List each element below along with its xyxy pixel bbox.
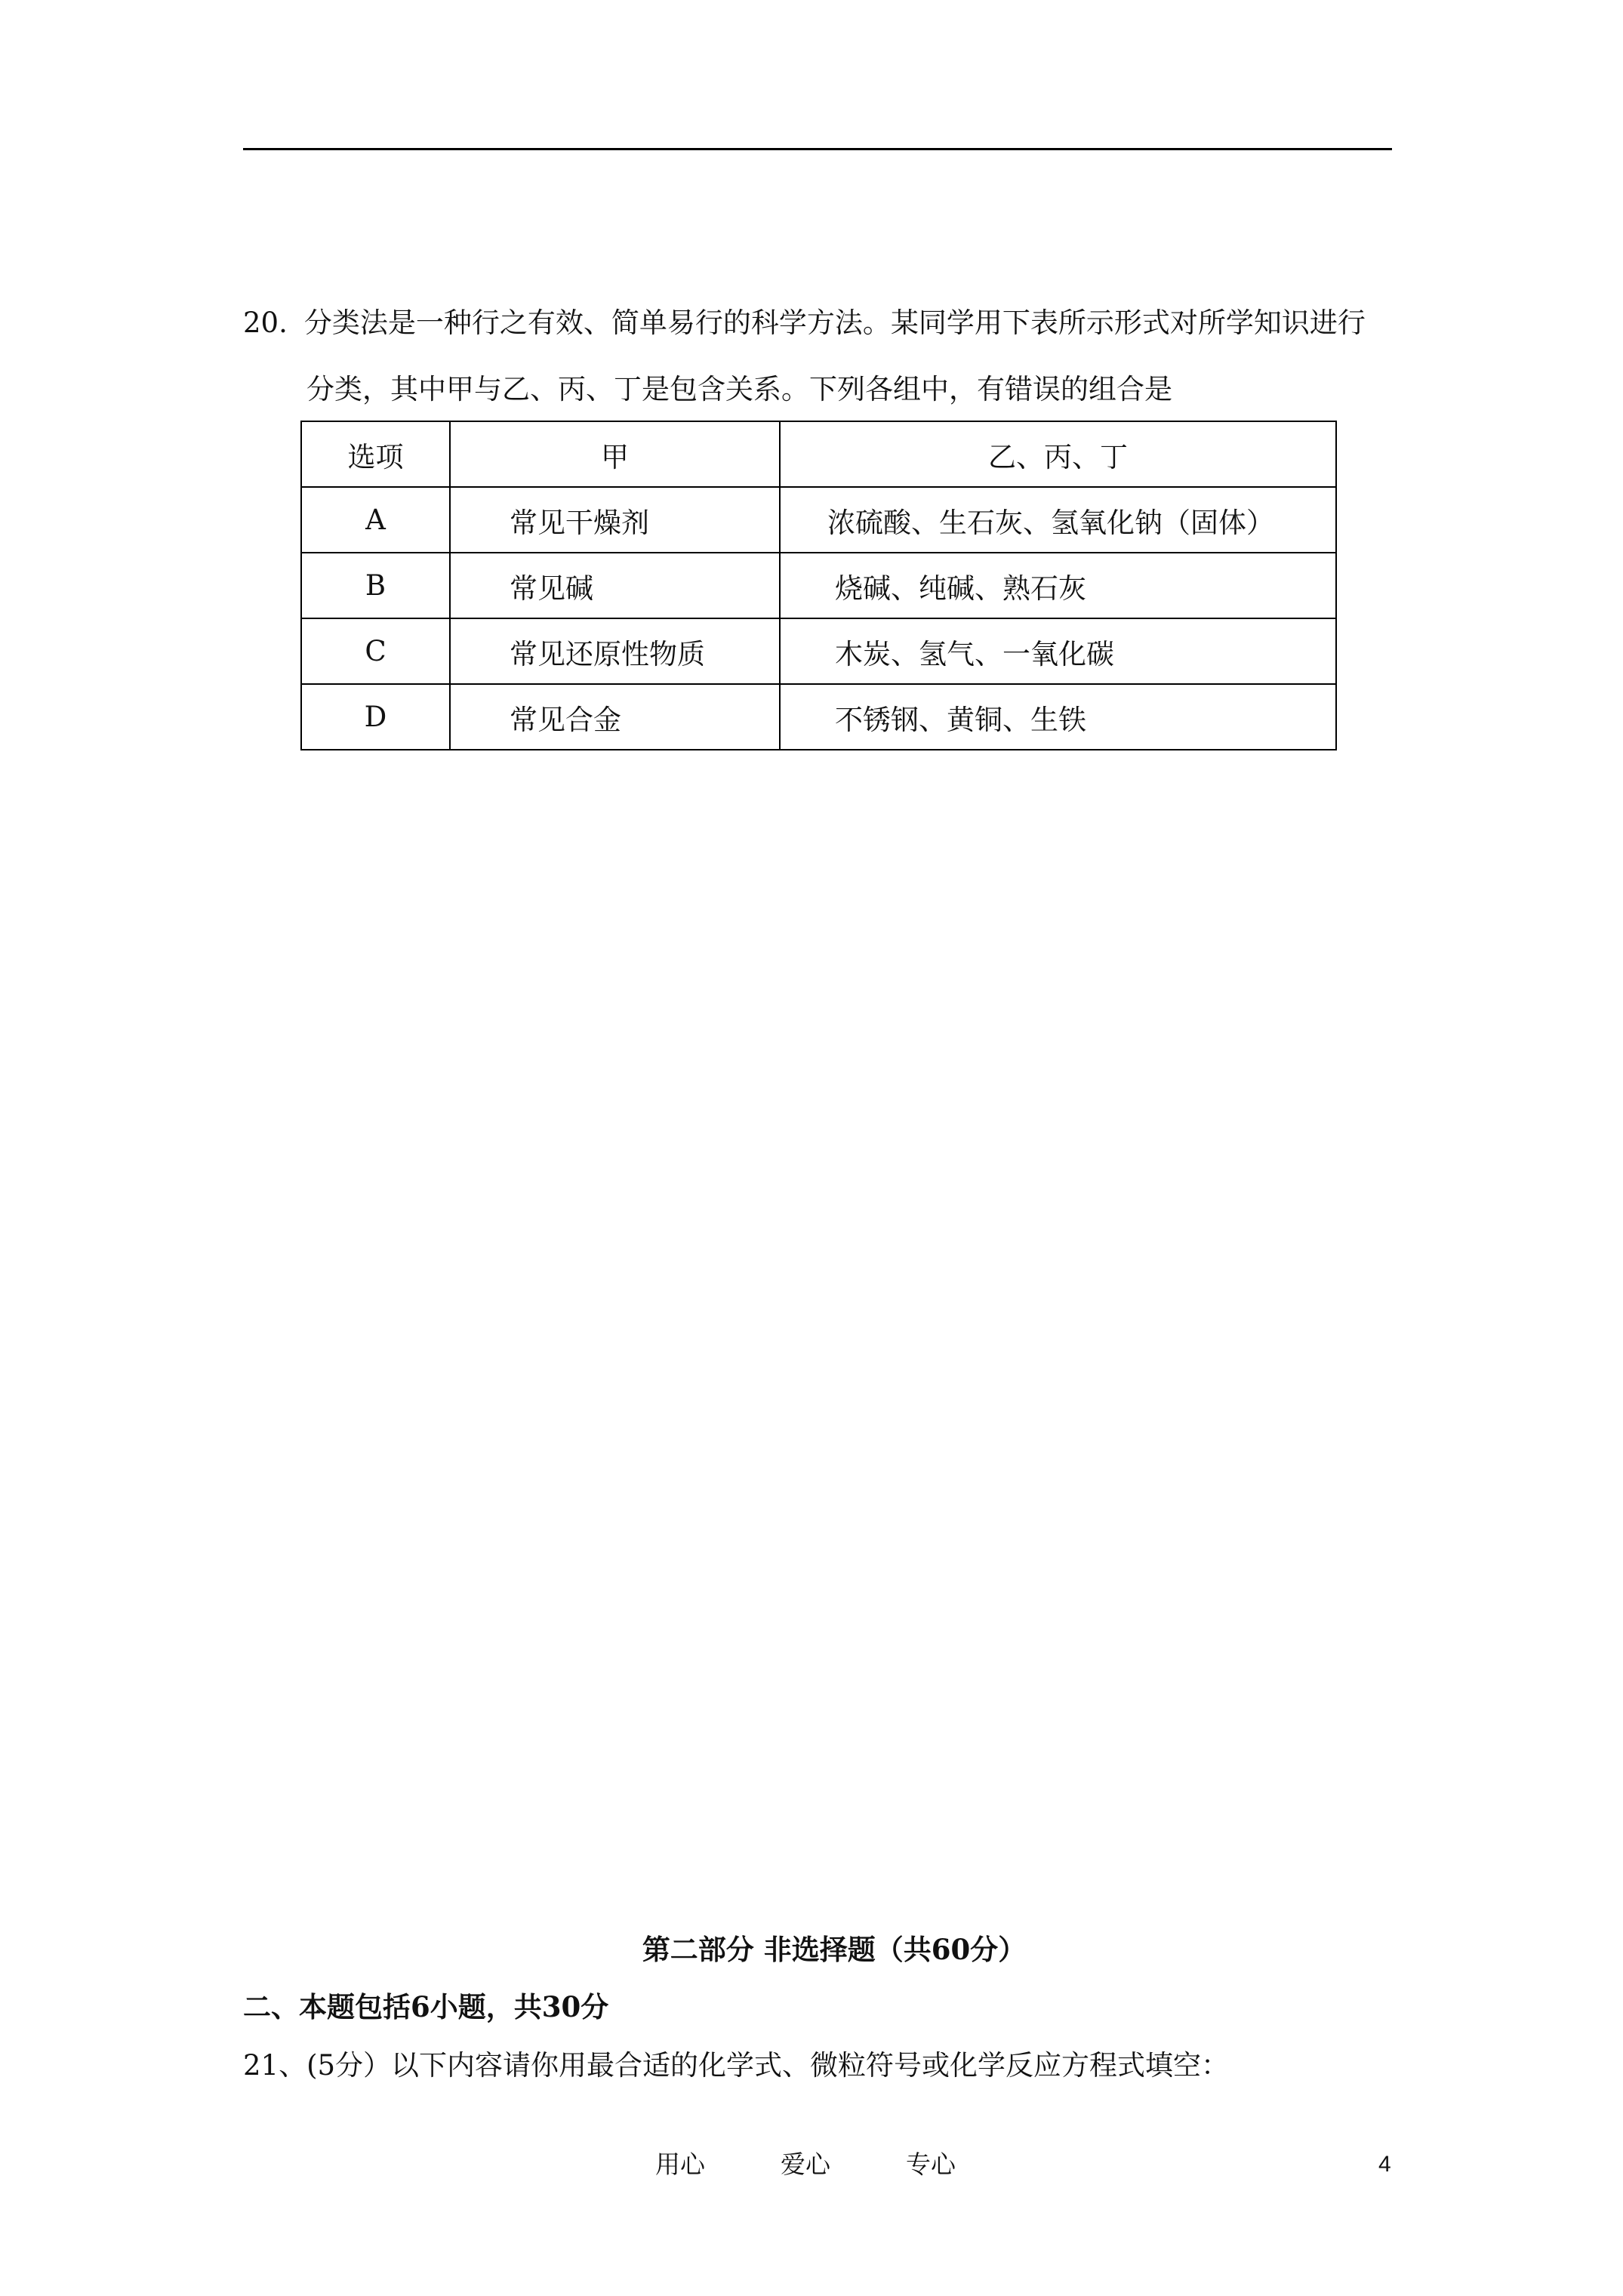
header-members: 乙、丙、丁 (780, 421, 1336, 487)
row-jia: 常见合金 (450, 684, 780, 750)
row-option: B (301, 553, 450, 618)
question-21-text: 21、(5分）以下内容请你用最合适的化学式、微粒符号或化学反应方程式填空： (243, 2049, 1230, 2082)
header-rule (243, 148, 1392, 150)
row-jia: 常见干燥剂 (450, 487, 780, 553)
table-row (301, 618, 1336, 684)
row-members: 烧碱、纯碱、熟石灰 (780, 553, 1336, 618)
row-members: 木炭、氢气、一氧化碳 (780, 618, 1336, 684)
question-20-text-1: 分类法是一种行之有效、简单易行的科学方法。某同学用下表所示形式对所学知识进行 (303, 307, 1366, 339)
table-header-row (301, 421, 1336, 487)
part-two-title: 第二部分 非选择题（共60分） (642, 1933, 1027, 1966)
question-20-line-1 (243, 300, 1406, 346)
footer-motto-word: 用心 (655, 2150, 705, 2179)
footer-motto (655, 2146, 956, 2184)
row-members: 不锈钢、黄铜、生铁 (780, 684, 1336, 750)
header-jia: 甲 (450, 421, 780, 487)
footer-motto-word: 爱心 (781, 2150, 830, 2179)
row-option: D (301, 684, 450, 750)
table-row (301, 684, 1336, 750)
question-20-number: 20. (243, 307, 288, 339)
question-20-line-2: 分类，其中甲与乙、丙、丁是包含关系。下列各组中，有错误的组合是 (306, 373, 1172, 405)
page-number: 4 (1378, 2152, 1391, 2177)
footer-motto-word: 专心 (906, 2150, 956, 2179)
header-option: 选项 (301, 421, 450, 487)
row-members: 浓硫酸、生石灰、氢氧化钠（固体） (780, 487, 1336, 553)
classification-table (300, 421, 1337, 750)
row-option: A (301, 487, 450, 553)
row-option: C (301, 618, 450, 684)
table-row (301, 553, 1336, 618)
row-jia: 常见还原性物质 (450, 618, 780, 684)
row-jia: 常见碱 (450, 553, 780, 618)
section-two-heading: 二、本题包括6小题，共30分 (243, 1990, 609, 2023)
table-row (301, 487, 1336, 553)
